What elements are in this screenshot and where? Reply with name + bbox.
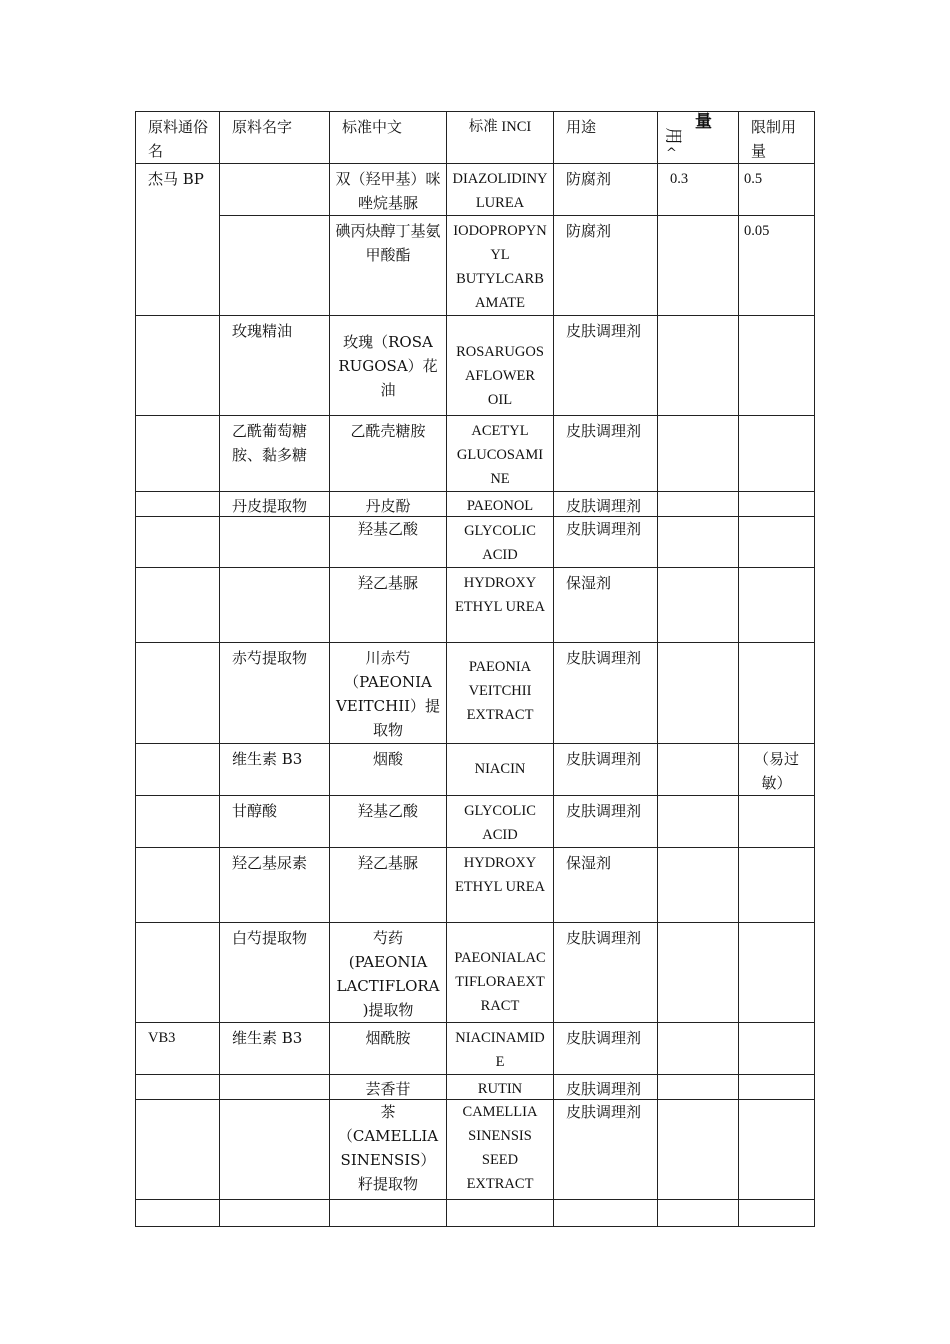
- cell-amount: [658, 643, 739, 744]
- cell-cn: 川赤芍（PAEONIA VEITCHII）提取物: [330, 643, 447, 744]
- cell-use: [554, 1200, 658, 1227]
- cell-cn: 丹皮酚: [330, 492, 447, 517]
- cell-limit: [739, 517, 815, 568]
- cell-inci: NIACIN: [447, 744, 554, 796]
- table-row: [136, 643, 815, 744]
- cell-common: [136, 517, 220, 568]
- header-common-name: 原料通俗名: [136, 112, 220, 164]
- cell-use: 防腐剂: [554, 216, 658, 316]
- cell-cn: 乙酰壳糖胺: [330, 416, 447, 492]
- cell-use: 皮肤调理剂: [554, 796, 658, 848]
- header-standard-inci: 标准 INCI: [447, 112, 554, 164]
- cell-amount: [658, 744, 739, 796]
- cell-name: [220, 568, 330, 643]
- cell-inci: PAEONIA VEITCHII EXTRACT: [447, 643, 554, 744]
- cell-use: 皮肤调理剂: [554, 316, 658, 416]
- header-amount: [658, 112, 739, 164]
- cell-amount: [658, 517, 739, 568]
- cell-amount: [658, 416, 739, 492]
- cell-limit: [739, 492, 815, 517]
- cell-inci: CAMELLIA SINENSIS SEED EXTRACT: [447, 1100, 554, 1200]
- header-usage: 用途: [554, 112, 658, 164]
- cell-cn: [330, 1200, 447, 1227]
- cell-name: 维生素 B3: [220, 1023, 330, 1075]
- cell-amount: [658, 316, 739, 416]
- cell-limit: 0.5: [739, 164, 815, 216]
- cell-use: 皮肤调理剂: [554, 416, 658, 492]
- cell-common: [136, 744, 220, 796]
- cell-common: [136, 1075, 220, 1100]
- cell-cn: 羟基乙酸: [330, 796, 447, 848]
- table-row: [136, 848, 815, 923]
- cell-common: [136, 492, 220, 517]
- cell-inci: [447, 1200, 554, 1227]
- cell-cn: 芍药(PAEONIA LACTIFLORA)提取物: [330, 923, 447, 1023]
- cell-cn: 芸香苷: [330, 1075, 447, 1100]
- cell-amount: [658, 923, 739, 1023]
- header-amount-char-2: 用: [662, 127, 683, 145]
- cell-name: [220, 1200, 330, 1227]
- cell-limit: [739, 568, 815, 643]
- cell-common: 杰马 BP: [136, 164, 220, 316]
- cell-inci: IODOPROPYNYL BUTYLCARBAMATE: [447, 216, 554, 316]
- cell-limit: [739, 1100, 815, 1200]
- cell-common: [136, 1200, 220, 1227]
- header-amount-char-1: 量: [695, 112, 712, 132]
- cell-cn: 双（羟甲基）咪唑烷基脲: [330, 164, 447, 216]
- table-row: [136, 316, 815, 416]
- cell-common: [136, 848, 220, 923]
- cell-limit: [739, 1200, 815, 1227]
- cell-limit: [739, 923, 815, 1023]
- cell-use: 保湿剂: [554, 848, 658, 923]
- header-row: [136, 112, 815, 164]
- cell-cn: 玫瑰（ROSA RUGOSA）花油: [330, 316, 447, 416]
- cell-name: [220, 164, 330, 216]
- header-limit: 限制用量: [739, 112, 815, 164]
- cell-use: 皮肤调理剂: [554, 1075, 658, 1100]
- cell-use: 皮肤调理剂: [554, 492, 658, 517]
- table-row: [136, 216, 815, 316]
- cell-inci: HYDROXY ETHYL UREA: [447, 848, 554, 923]
- table-row: [136, 164, 815, 216]
- cell-cn: 碘丙炔醇丁基氨甲酸酯: [330, 216, 447, 316]
- cell-name: 玫瑰精油: [220, 316, 330, 416]
- cell-name: 赤芍提取物: [220, 643, 330, 744]
- cell-cn: 羟乙基脲: [330, 848, 447, 923]
- cell-common: [136, 416, 220, 492]
- cell-amount: [658, 1075, 739, 1100]
- cell-limit: [739, 416, 815, 492]
- cell-common: [136, 316, 220, 416]
- table-row: [136, 416, 815, 492]
- cell-name: 维生素 B3: [220, 744, 330, 796]
- cell-cn: 羟乙基脲: [330, 568, 447, 643]
- cell-inci: GLYCOLIC ACID: [447, 796, 554, 848]
- header-amount-char-3: ^: [666, 146, 677, 161]
- cell-common: [136, 568, 220, 643]
- cell-limit: [739, 643, 815, 744]
- cell-inci: ACETYL GLUCOSAMINE: [447, 416, 554, 492]
- cell-name: [220, 517, 330, 568]
- cell-name: [220, 1100, 330, 1200]
- cell-inci: RUTIN: [447, 1075, 554, 1100]
- cell-name: 羟乙基尿素: [220, 848, 330, 923]
- cell-name: 甘醇酸: [220, 796, 330, 848]
- cell-cn: 烟酸: [330, 744, 447, 796]
- cell-name: 乙酰葡萄糖胺、黏多糖: [220, 416, 330, 492]
- cell-use: 皮肤调理剂: [554, 744, 658, 796]
- cell-inci: NIACINAMIDE: [447, 1023, 554, 1075]
- cell-amount: [658, 1023, 739, 1075]
- table-row: [136, 1200, 815, 1227]
- table-row: [136, 568, 815, 643]
- table-row: [136, 1023, 815, 1075]
- table-row: [136, 1075, 815, 1100]
- cell-inci: DIAZOLIDINYLUREA: [447, 164, 554, 216]
- cell-name: [220, 1075, 330, 1100]
- cell-cn: 羟基乙酸: [330, 517, 447, 568]
- cell-limit: [739, 1023, 815, 1075]
- cell-inci: PAEONOL: [447, 492, 554, 517]
- cell-amount: [658, 1200, 739, 1227]
- cell-use: 防腐剂: [554, 164, 658, 216]
- cell-amount: [658, 216, 739, 316]
- cell-amount: [658, 796, 739, 848]
- table-row: [136, 492, 815, 517]
- table-row: [136, 923, 815, 1023]
- cell-cn: 茶（CAMELLIASINENSIS）籽提取物: [330, 1100, 447, 1200]
- cell-inci: PAEONIALACTIFLORAEXTRACT: [447, 923, 554, 1023]
- cell-common: VB3: [136, 1023, 220, 1075]
- cell-use: 保湿剂: [554, 568, 658, 643]
- table-row: [136, 517, 815, 568]
- cell-limit: [739, 316, 815, 416]
- cell-amount: [658, 492, 739, 517]
- table-row: [136, 744, 815, 796]
- cell-use: 皮肤调理剂: [554, 517, 658, 568]
- cell-inci: GLYCOLIC ACID: [447, 517, 554, 568]
- header-standard-chinese: 标准中文: [330, 112, 447, 164]
- cell-use: 皮肤调理剂: [554, 923, 658, 1023]
- cell-amount: [658, 848, 739, 923]
- header-material-name: 原料名字: [220, 112, 330, 164]
- cell-limit: [739, 848, 815, 923]
- cell-common: [136, 796, 220, 848]
- cell-limit: （易过敏）: [739, 744, 815, 796]
- table-row: [136, 796, 815, 848]
- cell-limit: [739, 1075, 815, 1100]
- cell-use: 皮肤调理剂: [554, 1023, 658, 1075]
- cell-use: 皮肤调理剂: [554, 643, 658, 744]
- cell-common: [136, 1100, 220, 1200]
- cell-amount: [658, 568, 739, 643]
- cell-name: 白芍提取物: [220, 923, 330, 1023]
- cell-limit: 0.05: [739, 216, 815, 316]
- cell-use: 皮肤调理剂: [554, 1100, 658, 1200]
- cell-inci: HYDROXY ETHYL UREA: [447, 568, 554, 643]
- cell-name: [220, 216, 330, 316]
- cell-cn: 烟酰胺: [330, 1023, 447, 1075]
- cell-limit: [739, 796, 815, 848]
- table-row: [136, 1100, 815, 1200]
- cell-inci: ROSARUGOSAFLOWER OIL: [447, 316, 554, 416]
- cell-amount: 0.3: [658, 164, 739, 216]
- cell-common: [136, 643, 220, 744]
- cell-common: [136, 923, 220, 1023]
- cell-amount: [658, 1100, 739, 1200]
- cell-name: 丹皮提取物: [220, 492, 330, 517]
- ingredient-table: [135, 111, 815, 1227]
